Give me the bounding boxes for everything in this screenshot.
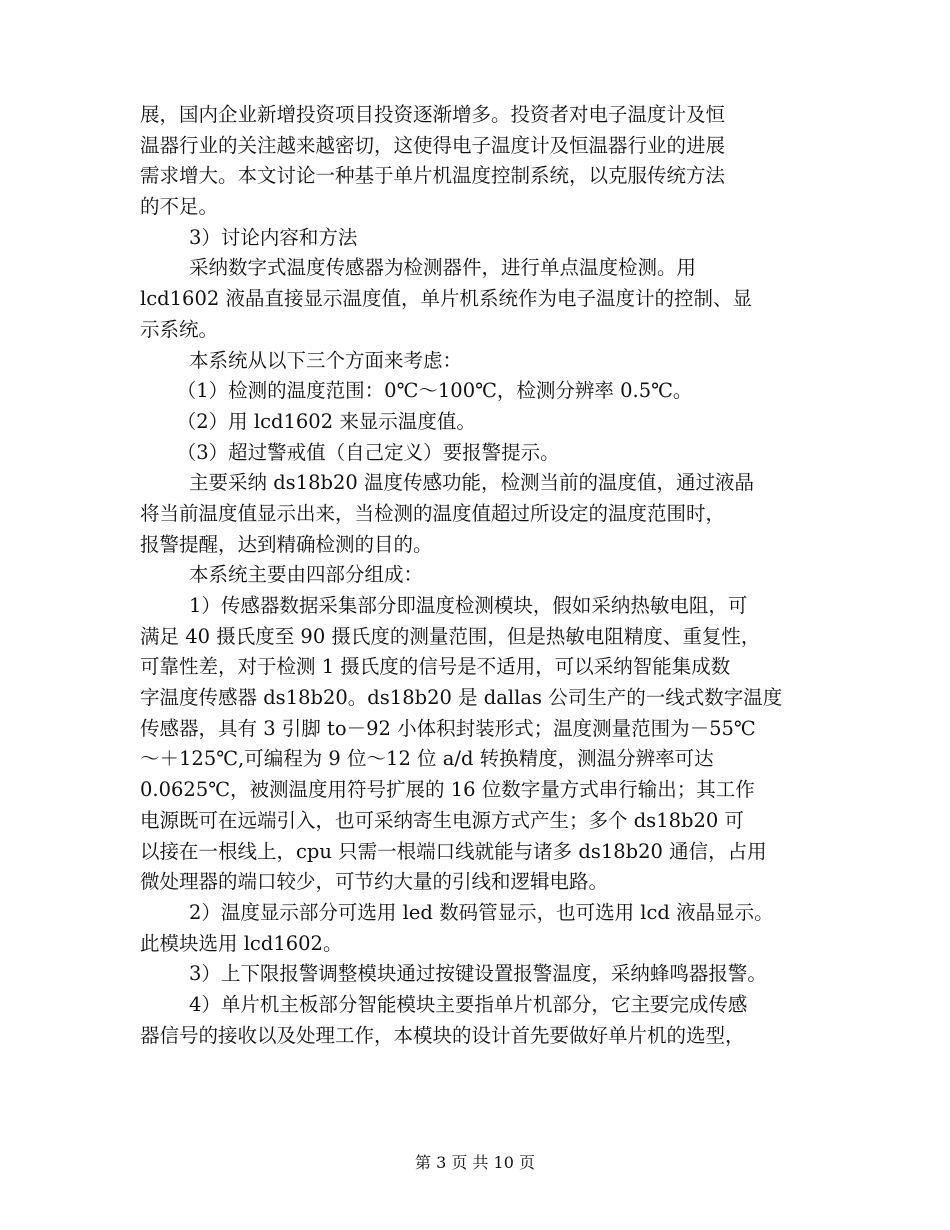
text-line: 以接在一根线上，cpu 只需一根端口线就能与诸多 ds18b20 通信，占用 xyxy=(140,839,767,863)
text-line: 本系统从以下三个方面来考虑： xyxy=(189,348,463,372)
text-line: lcd1602 液晶直接显示温度值，单片机系统作为电子温度计的控制、显 xyxy=(140,287,752,311)
text-line: 此模块选用 lcd1602。 xyxy=(140,931,343,955)
text-line: 字温度传感器 ds18b20。ds18b20 是 dallas 公司生产的一线式数字温度 xyxy=(140,686,783,710)
text-line: 1）传感器数据采集部分即温度检测模块，假如采纳热敏电阻，可 xyxy=(189,594,748,617)
text-line: 的不足。 xyxy=(140,195,219,219)
page-footer: 第 3 页 共 10 页 xyxy=(415,1153,535,1172)
text-line: 3）上下限报警调整模块通过按键设置报警温度，采纳蜂鸣器报警。 xyxy=(189,962,767,986)
text-line: 需求增大。本文讨论一种基于单片机温度控制系统，以克服传统方法 xyxy=(140,164,726,188)
document-body xyxy=(140,100,820,1051)
text-line: 3）讨论内容和方法 xyxy=(189,225,358,249)
text-line: ～＋125℃,可编程为 9 位～12 位 a/d 转换精度，测温分辨率可达 xyxy=(140,747,714,771)
text-line: 报警提醒，达到精确检测的目的。 xyxy=(140,532,433,556)
text-line: 2）温度显示部分可选用 led 数码管显示，也可选用 lcd 液晶显示。 xyxy=(189,900,774,924)
text-line: （2）用 lcd1602 来显示温度值。 xyxy=(176,409,476,433)
text-line: 传感器，具有 3 引脚 to－92 小体积封装形式；温度测量范围为－55℃ xyxy=(140,716,756,740)
text-line: 温器行业的关注越来越密切，这使得电子温度计及恒温器行业的进展 xyxy=(140,133,726,157)
text-line: （3）超过警戒值（自己定义）要报警提示。 xyxy=(176,440,560,464)
text-line: 采纳数字式温度传感器为检测器件，进行单点温度检测。用 xyxy=(189,256,697,280)
text-line: 主要采纳 ds18b20 温度传感功能，检测当前的温度值，通过液晶 xyxy=(189,471,754,495)
text-line: 展，国内企业新增投资项目投资逐渐增多。投资者对电子温度计及恒 xyxy=(140,103,726,126)
text-line: 电源既可在远端引入，也可采纳寄生电源方式产生；多个 ds18b20 可 xyxy=(140,808,744,832)
text-line: （1）检测的温度范围：0℃～100℃，检测分辨率 0.5℃。 xyxy=(176,379,693,403)
text-line: 4）单片机主板部分智能模块主要指单片机部分，它主要完成传感 xyxy=(189,992,748,1016)
text-line: 微处理器的端口较少，可节约大量的引线和逻辑电路。 xyxy=(140,870,609,894)
text-line: 将当前温度值显示出来，当检测的温度值超过所设定的温度范围时， xyxy=(140,501,726,525)
text-line: 器信号的接收以及处理工作，本模块的设计首先要做好单片机的选型， xyxy=(140,1023,745,1047)
text-line: 满足 40 摄氏度至 90 摄氏度的测量范围，但是热敏电阻精度、重复性， xyxy=(140,624,761,648)
text-line: 0.0625℃，被测温度用符号扩展的 16 位数字量方式串行输出；其工作 xyxy=(140,778,755,802)
text-line: 示系统。 xyxy=(140,317,219,341)
text-line: 本系统主要由四部分组成： xyxy=(189,563,424,587)
text-line: 可靠性差，对于检测 1 摄氏度的信号是不适用，可以采纳智能集成数 xyxy=(140,655,731,679)
